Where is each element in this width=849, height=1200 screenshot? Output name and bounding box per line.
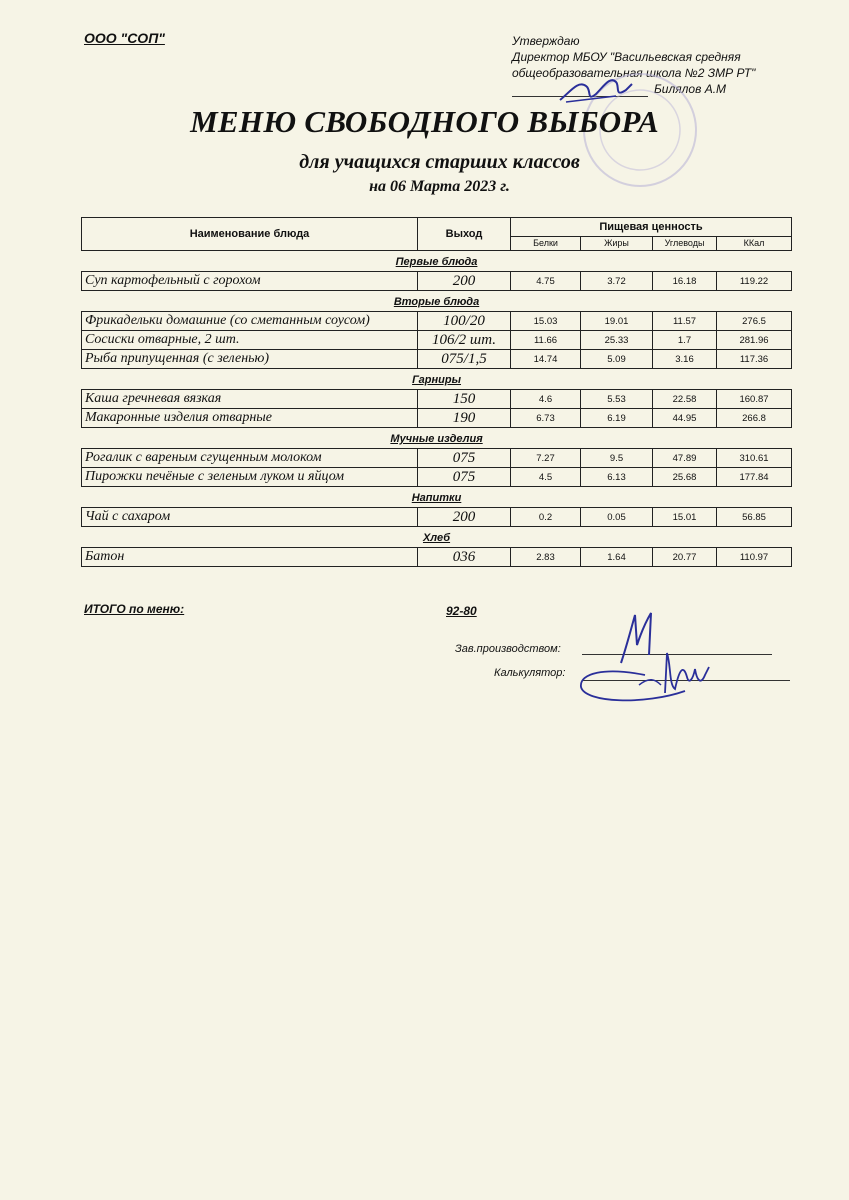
dish-name: Фрикадельки домашние (со сметанным соусом) — [82, 312, 418, 331]
dish-name: Сосиски отварные, 2 шт. — [82, 331, 418, 350]
dish-output: 100/20 — [418, 312, 511, 331]
table-row — [82, 508, 792, 527]
menu-table — [81, 217, 792, 567]
dish-fats: 3.72 — [581, 272, 653, 291]
dish-name: Чай с сахаром — [82, 508, 418, 527]
dish-fats: 5.53 — [581, 390, 653, 409]
section-title: Мучные изделия — [82, 428, 792, 449]
dish-fats: 6.13 — [581, 468, 653, 487]
dish-kcal: 177.84 — [717, 468, 792, 487]
dish-kcal: 110.97 — [717, 548, 792, 567]
dish-proteins: 2.83 — [511, 548, 581, 567]
dish-fats: 1.64 — [581, 548, 653, 567]
section-row — [82, 527, 792, 548]
dish-output: 075 — [418, 449, 511, 468]
section-title: Вторые блюда — [82, 291, 792, 312]
dish-name: Каша гречневая вязкая — [82, 390, 418, 409]
dish-proteins: 15.03 — [511, 312, 581, 331]
header-fats: Жиры — [581, 236, 653, 250]
section-title: Первые блюда — [82, 251, 792, 272]
approval-signer: Билялов А.М — [654, 82, 727, 96]
table-row — [82, 312, 792, 331]
dish-carbs: 15.01 — [653, 508, 717, 527]
dish-name: Рогалик с вареным сгущенным молоком — [82, 449, 418, 468]
dish-output: 106/2 шт. — [418, 331, 511, 350]
dish-output: 150 — [418, 390, 511, 409]
dish-fats: 5.09 — [581, 350, 653, 369]
dish-proteins: 11.66 — [511, 331, 581, 350]
dish-proteins: 14.74 — [511, 350, 581, 369]
table-row — [82, 409, 792, 428]
dish-fats: 9.5 — [581, 449, 653, 468]
approval-line-2: Директор МБОУ "Васильевская средняя — [512, 50, 741, 64]
dish-kcal: 266.8 — [717, 409, 792, 428]
dish-kcal: 119.22 — [717, 272, 792, 291]
director-signature-icon — [556, 72, 636, 108]
dish-carbs: 20.77 — [653, 548, 717, 567]
section-row — [82, 428, 792, 449]
dish-proteins: 4.75 — [511, 272, 581, 291]
dish-carbs: 44.95 — [653, 409, 717, 428]
dish-output: 200 — [418, 508, 511, 527]
dish-carbs: 1.7 — [653, 331, 717, 350]
dish-carbs: 3.16 — [653, 350, 717, 369]
dish-proteins: 4.6 — [511, 390, 581, 409]
calculator-label: Калькулятор: — [494, 667, 566, 679]
table-row — [82, 548, 792, 567]
dish-name: Суп картофельный с горохом — [82, 272, 418, 291]
header-carbs: Углеводы — [653, 236, 717, 250]
dish-carbs: 16.18 — [653, 272, 717, 291]
menu-table-body — [82, 218, 792, 567]
approval-line-3: общеобразовательная школа №2 ЗМР РТ" — [512, 66, 756, 80]
dish-output: 200 — [418, 272, 511, 291]
dish-proteins: 7.27 — [511, 449, 581, 468]
organization-name: ООО "СОП" — [84, 30, 165, 46]
dish-kcal: 276.5 — [717, 312, 792, 331]
total-value: 92-80 — [446, 604, 477, 618]
dish-fats: 6.19 — [581, 409, 653, 428]
page-title: МЕНЮ СВОБОДНОГО ВЫБОРА — [190, 104, 659, 139]
staff-signatures-icon — [575, 605, 725, 710]
dish-name: Пирожки печёные с зеленым луком и яйцом — [82, 468, 418, 487]
dish-proteins: 0.2 — [511, 508, 581, 527]
section-row — [82, 487, 792, 508]
dish-kcal: 160.87 — [717, 390, 792, 409]
dish-output: 075 — [418, 468, 511, 487]
dish-carbs: 47.89 — [653, 449, 717, 468]
header-kcal: ККал — [717, 236, 792, 250]
table-row — [82, 390, 792, 409]
page-subtitle: для учащихся старших классов — [299, 151, 580, 173]
dish-output: 036 — [418, 548, 511, 567]
dish-name: Батон — [82, 548, 418, 567]
dish-fats: 0.05 — [581, 508, 653, 527]
section-title: Напитки — [82, 487, 792, 508]
approval-line-1: Утверждаю — [512, 34, 580, 48]
total-label: ИТОГО по меню: — [84, 602, 185, 616]
dish-output: 190 — [418, 409, 511, 428]
dish-name: Макаронные изделия отварные — [82, 409, 418, 428]
production-manager-label: Зав.производством: — [455, 643, 561, 655]
section-row — [82, 291, 792, 312]
dish-kcal: 117.36 — [717, 350, 792, 369]
table-row — [82, 331, 792, 350]
dish-proteins: 6.73 — [511, 409, 581, 428]
header-nutrition: Пищевая ценность — [511, 218, 792, 237]
table-row — [82, 272, 792, 291]
dish-kcal: 281.96 — [717, 331, 792, 350]
table-header-row — [82, 218, 792, 237]
section-row — [82, 369, 792, 390]
dish-carbs: 25.68 — [653, 468, 717, 487]
table-row — [82, 350, 792, 369]
header-output: Выход — [418, 218, 511, 251]
dish-fats: 19.01 — [581, 312, 653, 331]
section-row — [82, 251, 792, 272]
dish-output: 075/1,5 — [418, 350, 511, 369]
dish-carbs: 11.57 — [653, 312, 717, 331]
menu-date: на 06 Марта 2023 г. — [369, 178, 510, 195]
header-dish-name: Наименование блюда — [82, 218, 418, 251]
section-title: Хлеб — [82, 527, 792, 548]
dish-fats: 25.33 — [581, 331, 653, 350]
dish-kcal: 310.61 — [717, 449, 792, 468]
table-row — [82, 468, 792, 487]
dish-kcal: 56.85 — [717, 508, 792, 527]
table-row — [82, 449, 792, 468]
dish-carbs: 22.58 — [653, 390, 717, 409]
section-title: Гарниры — [82, 369, 792, 390]
header-proteins: Белки — [511, 236, 581, 250]
dish-name: Рыба припущенная (с зеленью) — [82, 350, 418, 369]
dish-proteins: 4.5 — [511, 468, 581, 487]
